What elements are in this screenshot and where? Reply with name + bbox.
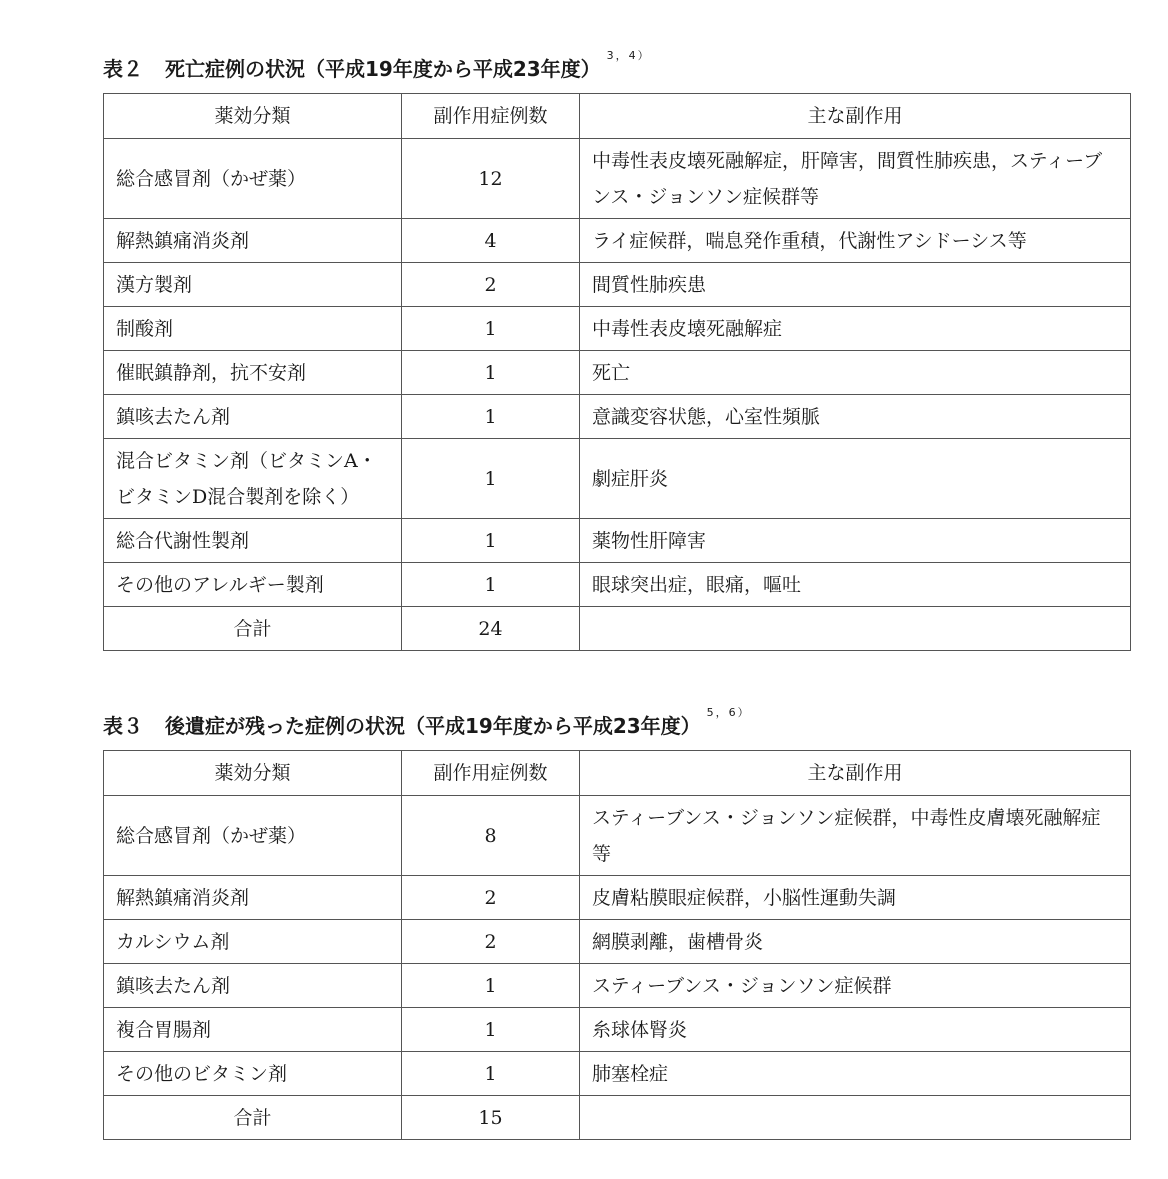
table3-title: 後遺症が残った症例の状況（平成19年度から平成23年度） [165,714,701,738]
table3-number: 表３ [103,714,143,738]
effects-cell: 劇症肝炎 [580,439,1131,519]
count-cell: 1 [402,307,580,351]
category-cell: その他のアレルギー製剤 [104,563,402,607]
effects-cell: 中毒性表皮壊死融解症，肝障害，間質性肺疾患，スティーブンス・ジョンソン症候群等 [580,139,1131,219]
count-cell: 4 [402,219,580,263]
table2-header-row [104,94,1131,139]
effects-cell: 肺塞栓症 [580,1052,1131,1096]
table-row [104,395,1131,439]
table3-header-effects: 主な副作用 [580,751,1131,796]
total-label: 合計 [104,1096,402,1140]
count-cell: 2 [402,920,580,964]
count-cell: 12 [402,139,580,219]
category-cell: カルシウム剤 [104,920,402,964]
table-row [104,964,1131,1008]
total-label: 合計 [104,607,402,651]
table3 [103,750,1131,1140]
effects-cell: スティーブンス・ジョンソン症候群 [580,964,1131,1008]
table-row [104,1008,1131,1052]
table2-header-effects: 主な副作用 [580,94,1131,139]
effects-cell: 薬物性肝障害 [580,519,1131,563]
effects-cell: スティーブンス・ジョンソン症候群，中毒性皮膚壊死融解症等 [580,796,1131,876]
table3-header-count: 副作用症例数 [402,751,580,796]
effects-cell: 網膜剥離，歯槽骨炎 [580,920,1131,964]
table3-header-category: 薬効分類 [104,751,402,796]
category-cell: 混合ビタミン剤（ビタミンA・ビタミンD混合製剤を除く） [104,439,402,519]
category-cell: 鎮咳去たん剤 [104,964,402,1008]
table3-reference: 5，6） [706,706,751,720]
table-row [104,876,1131,920]
count-cell: 8 [402,796,580,876]
count-cell: 2 [402,876,580,920]
category-cell: 総合感冒剤（かぜ薬） [104,796,402,876]
effects-cell: 中毒性表皮壊死融解症 [580,307,1131,351]
effects-cell: 意識変容状態，心室性頻脈 [580,395,1131,439]
category-cell: 催眠鎮静剤，抗不安剤 [104,351,402,395]
table3-header-row [104,751,1131,796]
category-cell: 制酸剤 [104,307,402,351]
category-cell: 鎮咳去たん剤 [104,395,402,439]
table-row [104,219,1131,263]
count-cell: 1 [402,563,580,607]
count-cell: 1 [402,519,580,563]
count-cell: 2 [402,263,580,307]
table-row [104,1052,1131,1096]
category-cell: 複合胃腸剤 [104,1008,402,1052]
table-row [104,796,1131,876]
count-cell: 1 [402,1008,580,1052]
total-count: 24 [402,607,580,651]
count-cell: 1 [402,964,580,1008]
table2-total-row [104,607,1131,651]
table2 [103,93,1131,651]
table-row [104,920,1131,964]
table2-number: 表２ [103,57,143,81]
effects-cell: 間質性肺疾患 [580,263,1131,307]
effects-cell: 死亡 [580,351,1131,395]
table2-title: 死亡症例の状況（平成19年度から平成23年度） [165,57,601,81]
table2-reference: 3，4） [606,49,651,63]
table-row [104,263,1131,307]
table-row [104,351,1131,395]
table-row [104,439,1131,519]
count-cell: 1 [402,395,580,439]
table-row [104,139,1131,219]
table-row [104,563,1131,607]
total-effects-empty [580,607,1131,651]
table-row [104,519,1131,563]
count-cell: 1 [402,351,580,395]
table3-total-row [104,1096,1131,1140]
category-cell: 解熱鎮痛消炎剤 [104,219,402,263]
count-cell: 1 [402,1052,580,1096]
count-cell: 1 [402,439,580,519]
total-count: 15 [402,1096,580,1140]
table2-caption [103,49,651,82]
effects-cell: 糸球体腎炎 [580,1008,1131,1052]
table2-header-category: 薬効分類 [104,94,402,139]
effects-cell: 眼球突出症，眼痛，嘔吐 [580,563,1131,607]
effects-cell: ライ症候群，喘息発作重積，代謝性アシドーシス等 [580,219,1131,263]
category-cell: 総合感冒剤（かぜ薬） [104,139,402,219]
table-row [104,307,1131,351]
effects-cell: 皮膚粘膜眼症候群，小脳性運動失調 [580,876,1131,920]
category-cell: その他のビタミン剤 [104,1052,402,1096]
category-cell: 漢方製剤 [104,263,402,307]
table2-header-count: 副作用症例数 [402,94,580,139]
total-effects-empty [580,1096,1131,1140]
category-cell: 総合代謝性製剤 [104,519,402,563]
category-cell: 解熱鎮痛消炎剤 [104,876,402,920]
table3-caption [103,706,751,739]
